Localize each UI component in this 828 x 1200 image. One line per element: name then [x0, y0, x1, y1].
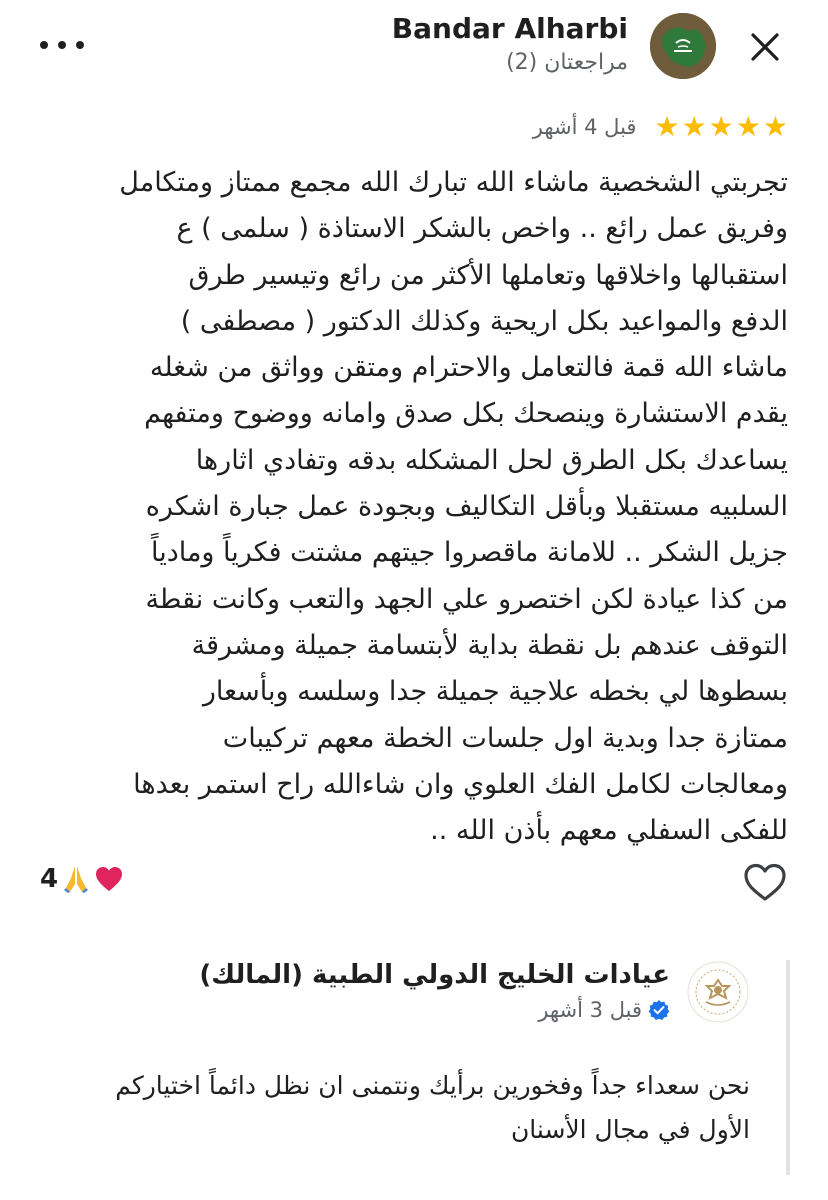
more-options-button[interactable] [40, 30, 84, 60]
reply-meta [538, 998, 670, 1022]
avatar-map-image [650, 13, 716, 79]
review-line: وفريق عمل رائع .. واخص بالشكر الاستاذة ( سلمى ) ع [176, 213, 788, 245]
review-line: استقبالها واخلاقها وتعاملها الأكثر من رائع وتيسير طرق [188, 259, 788, 291]
review-line: يساعدك بكل الطرق لحل المشكله بدقه وتفادي اثارها [195, 444, 788, 476]
review-line: ماشاء الله قمة فالتعامل والاحترام ومتقن وواثق من شغله [149, 352, 788, 384]
star-icon: ★ [708, 110, 734, 143]
owner-logo[interactable] [686, 960, 750, 1024]
heart-emoji-icon [94, 865, 124, 893]
review-line: تجربتي الشخصية ماشاء الله تبارك الله مجمع ممتاز ومتكامل [119, 167, 788, 198]
star-icon: ★ [762, 110, 788, 143]
review-line: يقدم الاستشارة وينصحك بكل صدق وامانه ووضوح ومتفهم [144, 398, 788, 430]
like-button[interactable] [742, 860, 788, 906]
star-icon: ★ [654, 110, 680, 143]
reaction-count: 4 [40, 864, 59, 894]
review-line: ممتازة جدا وبدية اول جلسات الخطة معهم تركيبات [222, 722, 788, 754]
rating-row [533, 110, 788, 144]
review-line: للفكى السفلي معهم بأذن الله .. [430, 815, 788, 847]
heart-outline-icon [742, 860, 788, 906]
reviewer-avatar[interactable] [650, 13, 716, 79]
dot [58, 41, 66, 49]
pray-emoji-icon [62, 864, 90, 894]
review-header [0, 0, 828, 100]
review-body [38, 160, 788, 854]
verified-badge-icon [648, 999, 670, 1021]
clinic-logo-image [686, 960, 750, 1024]
review-line: التوقف عندهم بل نقطة بداية لأبتسامة جميلة ومشرقة [191, 629, 788, 661]
review-line: من كذا عيادة لكن اختصرو علي الجهد والتعب وكانت نقطة [145, 583, 788, 615]
owner-name[interactable]: عيادات الخليج الدولي الطبية (المالك) [199, 960, 670, 990]
reviewer-reviews-count: مراجعتان (2) [506, 50, 628, 75]
reply-body [60, 1064, 750, 1152]
star-icon: ★ [735, 110, 761, 143]
reply-line: نحن سعداء جداً وفخورين برأيك ونتمنى ان نظل دائماً اختياركم [115, 1071, 750, 1100]
reply-line: الأول في مجال الأسنان [510, 1115, 750, 1144]
star-icon: ★ [681, 110, 707, 143]
dot [76, 41, 84, 49]
review-line: السلبيه مستقبلا وبأقل التكاليف وبجودة عمل جبارة اشكره [145, 491, 788, 523]
dot [40, 41, 48, 49]
close-icon [750, 32, 780, 62]
reaction-summary[interactable] [40, 864, 124, 894]
owner-reply [40, 960, 790, 1175]
review-line: بسطوها لي بخطه علاجية جميلة جدا وسلسه وبأسعار [202, 676, 788, 708]
review-line: ومعالجات لكامل الفك العلوي وان شاءالله راح استمر بعدها [133, 768, 788, 800]
reactions-row [40, 858, 788, 908]
review-line: جزيل الشكر .. للامانة ماقصروا جيتهم مشتت فكرياً ومادياً [150, 537, 788, 569]
reply-time: قبل 3 أشهر [538, 998, 642, 1022]
review-line: الدفع والمواعيد بكل اريحية وكذلك الدكتور ( مصطفى ) [180, 305, 788, 337]
reviewer-name[interactable]: Bandar Alharbi [391, 12, 628, 45]
review-time: قبل 4 أشهر [532, 115, 637, 139]
close-button[interactable] [742, 24, 788, 70]
star-rating [654, 110, 788, 143]
